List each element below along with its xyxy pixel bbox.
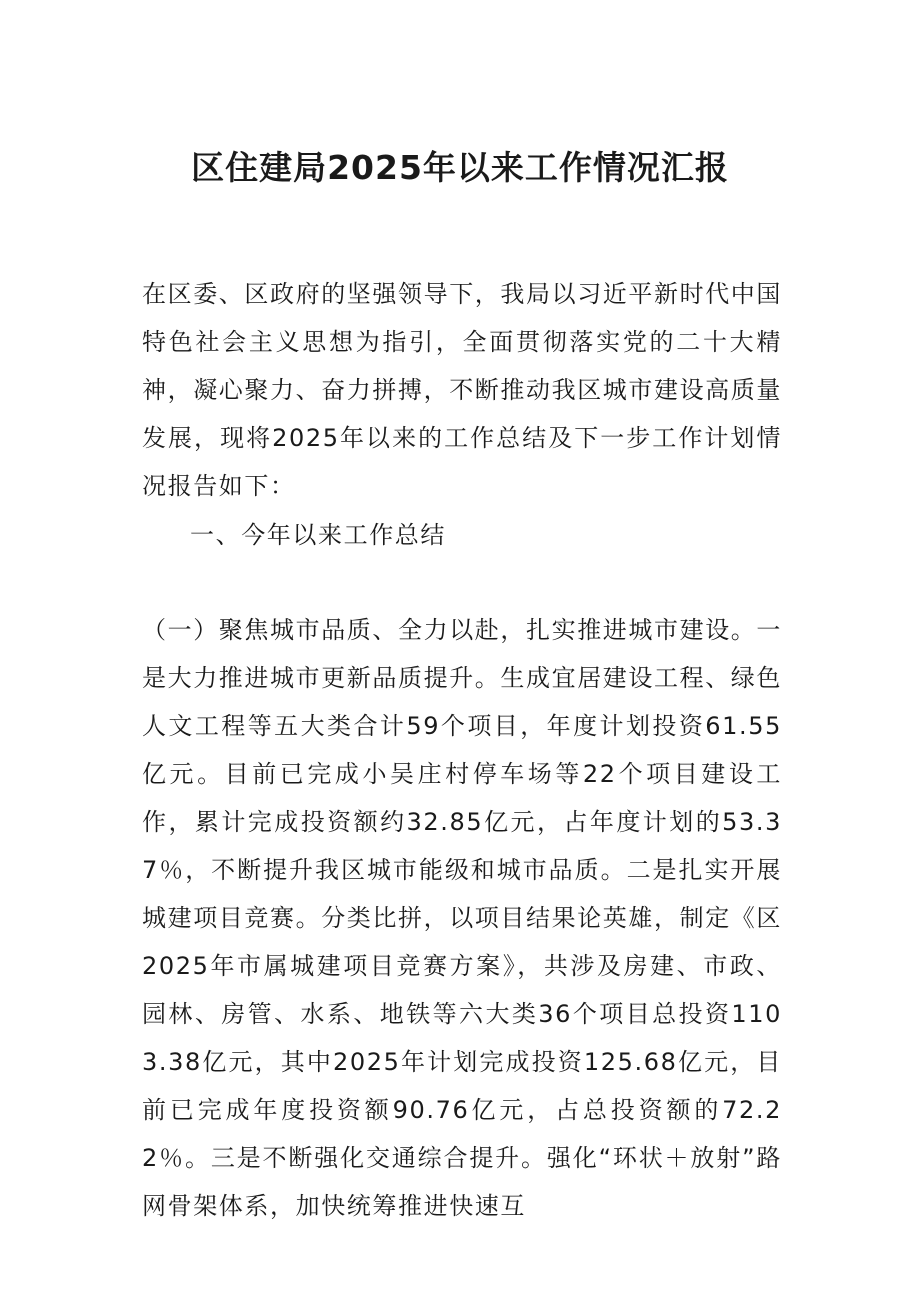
body-paragraph: （一）聚焦城市品质、全力以赴，扎实推进城市建设。一是大力推进城市更新品质提升。生成宜居建设工程、绿色人文工程等五大类合计59个项目，年度计划投资61.55亿元。目前已完成小吴庄村停车场等22个项目建设工作，累计完成投资额约32.85亿元，占年度计划的53.37％，不断提升我区城市能级和城市品质。二是扎实开展城建项目竞赛。分类比拼，以项目结果论英雄，制定《区2025年市属城建项目竞赛方案》，共涉及房建、市政、园林、房管、水系、地铁等六大类36个项目总投资1103.38亿元，其中2025年计划完成投资125.68亿元，目前已完成年度投资额90.76亿元，占总投资额的72.22％。三是不断强化交通综合提升。强化“环状＋放射”路网骨架体系，加快统筹推进快速互 (142, 616, 782, 1220)
intro-paragraph: 在区委、区政府的坚强领导下，我局以习近平新时代中国特色社会主义思想为指引，全面贯彻落实党的二十大精神，凝心聚力、奋力拼搏，不断推动我区城市建设高质量发展，现将2025年以来的工作总结及下一步工作计划情况报告如下： (142, 280, 782, 500)
section-heading: 一、今年以来工作总结 (190, 521, 446, 549)
document-title: 区住建局2025年以来工作情况汇报 (191, 148, 729, 187)
